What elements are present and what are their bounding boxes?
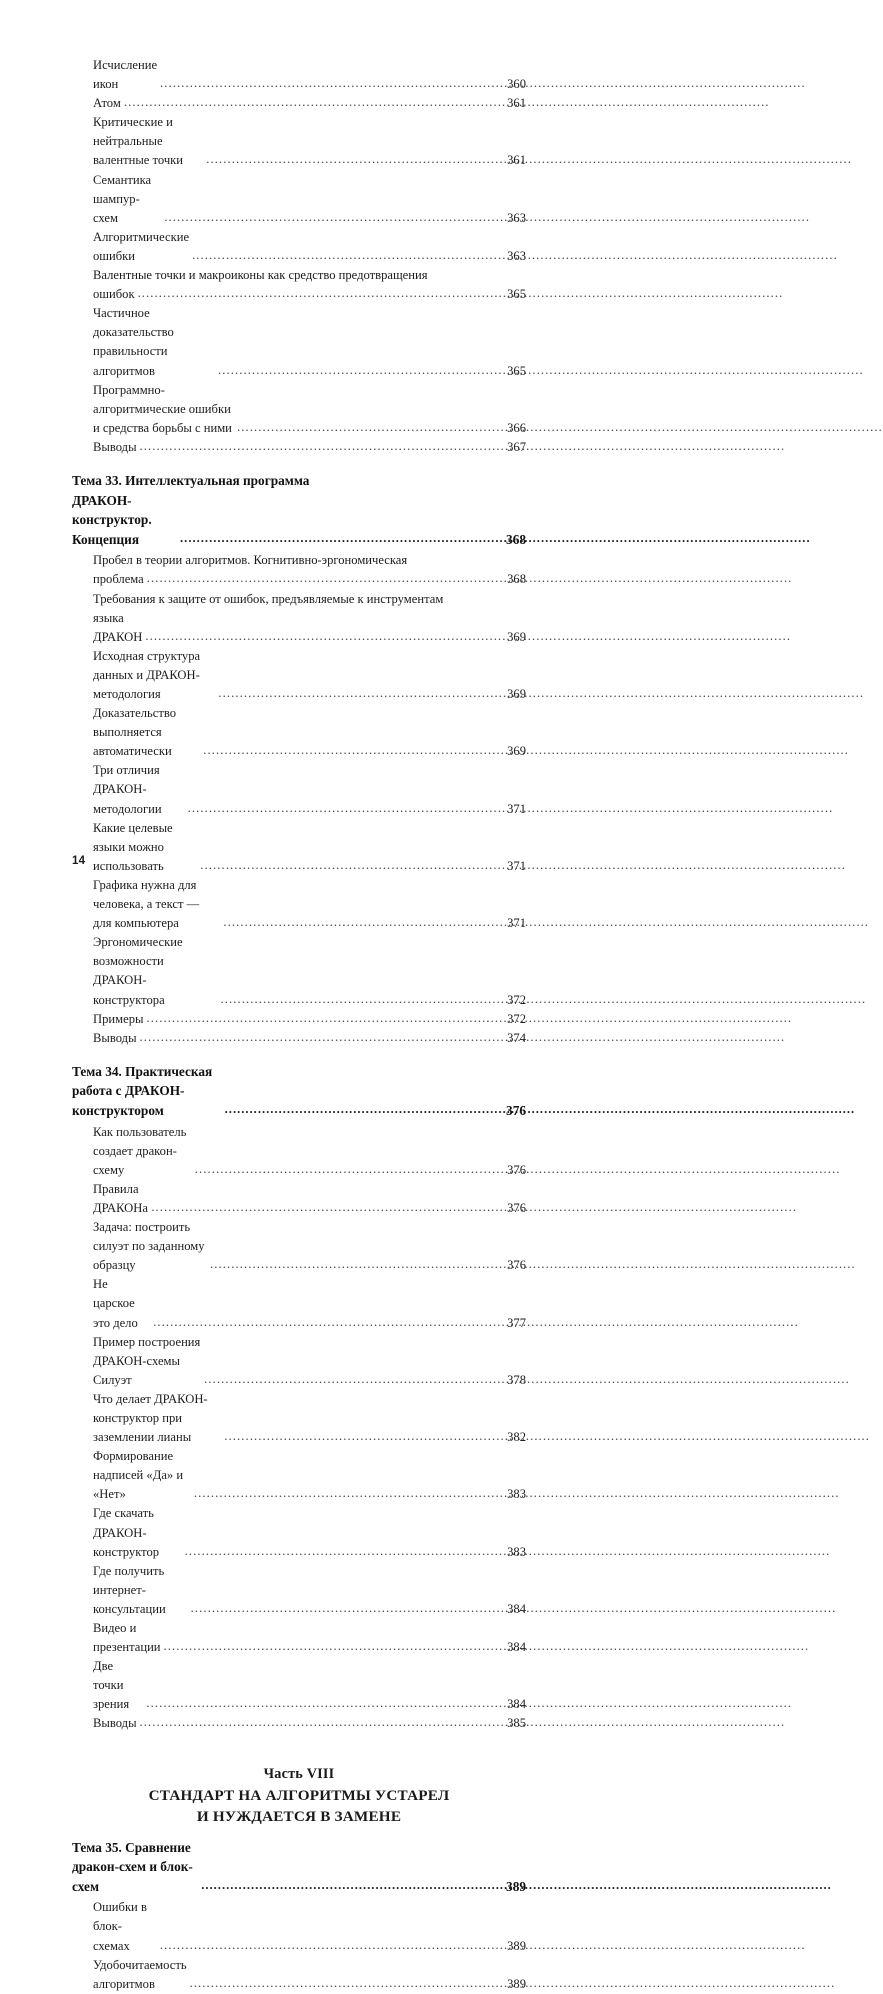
part-number: Часть VIII	[263, 1765, 335, 1782]
toc-theme-heading-label: Тема 35. Сравнение дракон-схем и блок-схем	[72, 1839, 195, 1894]
toc-entry[interactable]	[93, 1180, 526, 1218]
toc-entry-page: 384	[507, 1601, 526, 1616]
part-title-line2: И НУЖДАЕТСЯ В ЗАМЕНЕ	[196, 1808, 402, 1826]
toc-entry[interactable]	[93, 1619, 526, 1657]
toc-entry-label: Что делает ДРАКОН-конструктор при заземлении лианы	[93, 1391, 208, 1445]
toc-entry-label: Алгоритмические ошибки	[93, 229, 193, 263]
toc-entry-label: Эргономические возможности ДРАКОН-конструктора	[93, 935, 186, 1007]
toc-entry-label: Выводы	[93, 1716, 137, 1731]
toc-entry-page: 371	[507, 858, 526, 873]
dot-leader	[144, 569, 498, 588]
toc-entry-page: 365	[507, 363, 526, 378]
toc-entry-label: Программно-алгоритмические ошибки и средства борьбы с ними	[93, 382, 234, 435]
dot-leader	[191, 1484, 498, 1503]
toc-entry-label: Как пользователь создает дракон-схему	[93, 1124, 190, 1177]
toc-entry-page: 385	[507, 1716, 526, 1731]
toc-entry-page: 389	[507, 1938, 526, 1953]
toc-section-theme-34	[72, 1062, 526, 1734]
toc-entry-page: 368	[507, 572, 526, 587]
dot-leader	[189, 246, 498, 265]
toc-entry-label-wrapped: Валентные точки и макроиконы как средство предотвращения	[93, 268, 428, 283]
table-of-contents	[72, 56, 526, 1994]
toc-entry-label: Ошибки в блок-схемах	[93, 1900, 151, 1953]
toc-entry[interactable]	[93, 1390, 526, 1447]
dot-leader	[215, 684, 498, 703]
toc-entry-label: Две точки зрения	[93, 1659, 130, 1712]
toc-entry-page: 384	[507, 1697, 526, 1712]
toc-theme-heading[interactable]	[72, 1838, 526, 1897]
toc-entry-label: ошибок	[93, 287, 135, 302]
toc-entry-label-wrapped: Пробел в теории алгоритмов. Когнитивно-эргономическая	[93, 553, 408, 568]
dot-leader	[182, 1542, 498, 1561]
dot-leader	[142, 627, 498, 646]
toc-entry[interactable]	[93, 609, 526, 647]
toc-entry-label: Задача: построить силуэт по заданному образцу	[93, 1220, 208, 1273]
toc-entry-label: Примеры	[93, 1011, 144, 1026]
toc-entry[interactable]	[93, 1657, 526, 1714]
page-number: 14	[72, 855, 86, 867]
toc-entry[interactable]	[93, 876, 526, 933]
toc-entry[interactable]	[93, 1029, 526, 1048]
toc-entry-label: Семантика шампур-схем	[93, 172, 155, 225]
toc-entry-page: 363	[507, 248, 526, 263]
toc-entry-page: 361	[507, 153, 526, 168]
toc-entry-label: Где получить интернет-консультации	[93, 1563, 168, 1616]
toc-entry-page: 384	[507, 1640, 526, 1655]
toc-entry-page: 365	[507, 287, 526, 302]
toc-entry-label: проблема	[93, 572, 144, 587]
toc-entry-label: Не царское это дело	[93, 1277, 138, 1330]
toc-entry[interactable]	[93, 1504, 526, 1561]
toc-entry-page: 369	[507, 744, 526, 759]
dot-leader	[161, 1637, 498, 1656]
toc-entry[interactable]	[93, 1714, 526, 1733]
dot-leader	[137, 1713, 498, 1732]
toc-entry[interactable]	[93, 1333, 526, 1390]
toc-theme-heading[interactable]	[72, 471, 526, 549]
dot-leader	[157, 74, 498, 93]
toc-entry-label: Доказательство выполняется автоматически	[93, 706, 180, 759]
toc-entry[interactable]	[93, 570, 526, 589]
toc-entry[interactable]	[93, 228, 526, 266]
toc-entry[interactable]	[93, 1898, 526, 1955]
toc-entry-page: 374	[507, 1030, 526, 1045]
toc-entry-label: языка ДРАКОН	[93, 610, 143, 644]
toc-entry[interactable]	[93, 1956, 526, 1994]
toc-theme-heading-label: ДРАКОН-конструктор. Концепция	[72, 492, 155, 547]
dot-leader	[207, 1255, 498, 1274]
dot-leader	[137, 1028, 498, 1047]
toc-entry-label: Исходная структура данных и ДРАКОН-методология	[93, 648, 204, 701]
toc-theme-page: 368	[506, 531, 526, 547]
toc-entry-label: Атом	[93, 96, 121, 111]
toc-entry[interactable]	[93, 1123, 526, 1180]
toc-entry-page: 371	[507, 916, 526, 931]
dot-leader	[121, 93, 498, 112]
toc-theme-heading-line1: Тема 33. Интеллектуальная программа	[72, 472, 310, 488]
toc-entry[interactable]	[93, 933, 526, 1009]
toc-entry-label: Правила ДРАКОНа	[93, 1181, 148, 1215]
toc-entry-page: 383	[507, 1487, 526, 1502]
toc-entry[interactable]	[93, 113, 526, 170]
toc-entry[interactable]	[93, 1218, 526, 1275]
toc-section-continued	[72, 56, 526, 457]
toc-entry[interactable]	[93, 285, 526, 304]
toc-entry-label: Удобочитаемость алгоритмов	[93, 1957, 190, 1991]
dot-leader	[200, 741, 498, 760]
toc-entry[interactable]	[93, 647, 526, 704]
toc-entry-page: 382	[507, 1430, 526, 1445]
toc-section-theme-33	[72, 471, 526, 1048]
toc-entry[interactable]	[93, 1447, 526, 1504]
dot-leader	[220, 913, 498, 932]
toc-entry-page: 367	[507, 439, 526, 454]
toc-theme-page: 389	[506, 1878, 526, 1894]
toc-entry-label: Графика нужна для человека, а текст — для компьютера	[93, 877, 203, 931]
dot-leader	[143, 1009, 498, 1028]
dot-leader	[143, 1694, 498, 1713]
toc-entry[interactable]	[93, 94, 526, 113]
toc-entry-label: Выводы	[93, 439, 137, 454]
toc-entry-label: Исчисление икон	[93, 58, 161, 92]
part-title-line1: СТАНДАРТ НА АЛГОРИТМЫ УСТАРЕЛ	[148, 1786, 450, 1804]
toc-entry-page: 376	[507, 1200, 526, 1215]
toc-entry[interactable]	[93, 1275, 526, 1332]
toc-entry-page: 376	[507, 1258, 526, 1273]
toc-entry-page: 389	[507, 1976, 526, 1991]
toc-entry[interactable]	[93, 819, 526, 876]
dot-leader	[221, 1427, 498, 1446]
toc-entry[interactable]	[93, 761, 526, 818]
dot-leader	[148, 1198, 498, 1217]
toc-entry[interactable]	[93, 304, 526, 380]
dot-leader	[234, 418, 498, 437]
toc-entry-page: 383	[507, 1544, 526, 1559]
toc-theme-heading[interactable]	[72, 1062, 526, 1121]
dot-leader	[218, 990, 499, 1009]
toc-entry[interactable]	[93, 704, 526, 761]
toc-theme-page: 376	[506, 1102, 526, 1118]
toc-section-theme-35	[72, 1838, 526, 1994]
toc-entry-page: 369	[507, 687, 526, 701]
toc-entry-page: 372	[507, 992, 526, 1007]
toc-entry-page: 378	[507, 1372, 526, 1387]
dot-leader	[222, 1100, 498, 1120]
toc-entry-label: Критические и нейтральные валентные точки	[93, 115, 184, 168]
dot-leader	[215, 361, 498, 380]
toc-entry[interactable]	[93, 1562, 526, 1619]
dot-leader	[203, 150, 498, 169]
toc-entry-page: 372	[507, 1011, 526, 1026]
toc-entry-page: 363	[507, 210, 526, 225]
toc-entry[interactable]	[93, 438, 526, 457]
dot-leader	[201, 1370, 498, 1389]
dot-leader	[177, 529, 498, 549]
toc-part-block	[72, 1764, 526, 1828]
toc-theme-heading-label: Тема 34. Практическая работа с ДРАКОН-конструктором	[72, 1063, 216, 1118]
toc-entry-label: Какие целевые языки можно использовать	[93, 820, 176, 873]
toc-entry-page: 377	[507, 1315, 526, 1330]
toc-entry-page: 371	[507, 801, 526, 816]
toc-entry-page: 361	[507, 96, 526, 111]
toc-entry-label: Видео и презентации	[93, 1621, 161, 1655]
toc-entry-label: Три отличия ДРАКОН-методологии	[93, 763, 163, 816]
dot-leader	[135, 284, 498, 303]
toc-entry-label: Выводы	[93, 1030, 137, 1045]
toc-entry-label: Пример построения ДРАКОН-схемы Силуэт	[93, 1334, 204, 1387]
dot-leader	[192, 1160, 498, 1179]
toc-entry-page: 360	[507, 77, 526, 92]
dot-leader	[188, 1599, 498, 1618]
toc-entry-label: Где скачать ДРАКОН-конструктор	[93, 1506, 160, 1559]
dot-leader	[161, 208, 498, 227]
dot-leader	[187, 1974, 498, 1993]
toc-entry-label: Частичное доказательство правильности алгоритмов	[93, 306, 177, 378]
dot-leader	[157, 1936, 498, 1955]
toc-entry[interactable]	[93, 381, 526, 438]
toc-entry-label-wrapped: Требования к защите от ошибок, предъявляемые к инструментам	[93, 591, 444, 606]
dot-leader	[150, 1313, 498, 1332]
dot-leader	[185, 799, 498, 818]
toc-entry[interactable]	[93, 171, 526, 228]
toc-entry-page: 369	[507, 629, 526, 644]
dot-leader	[198, 1876, 498, 1896]
toc-entry-label: Формирование надписей «Да» и «Нет»	[93, 1449, 187, 1502]
dot-leader	[197, 856, 498, 875]
toc-entry[interactable]	[93, 1010, 526, 1029]
toc-entry[interactable]	[93, 56, 526, 94]
toc-entry-page: 366	[507, 420, 526, 435]
toc-entry-page: 376	[507, 1162, 526, 1177]
dot-leader	[137, 437, 498, 456]
